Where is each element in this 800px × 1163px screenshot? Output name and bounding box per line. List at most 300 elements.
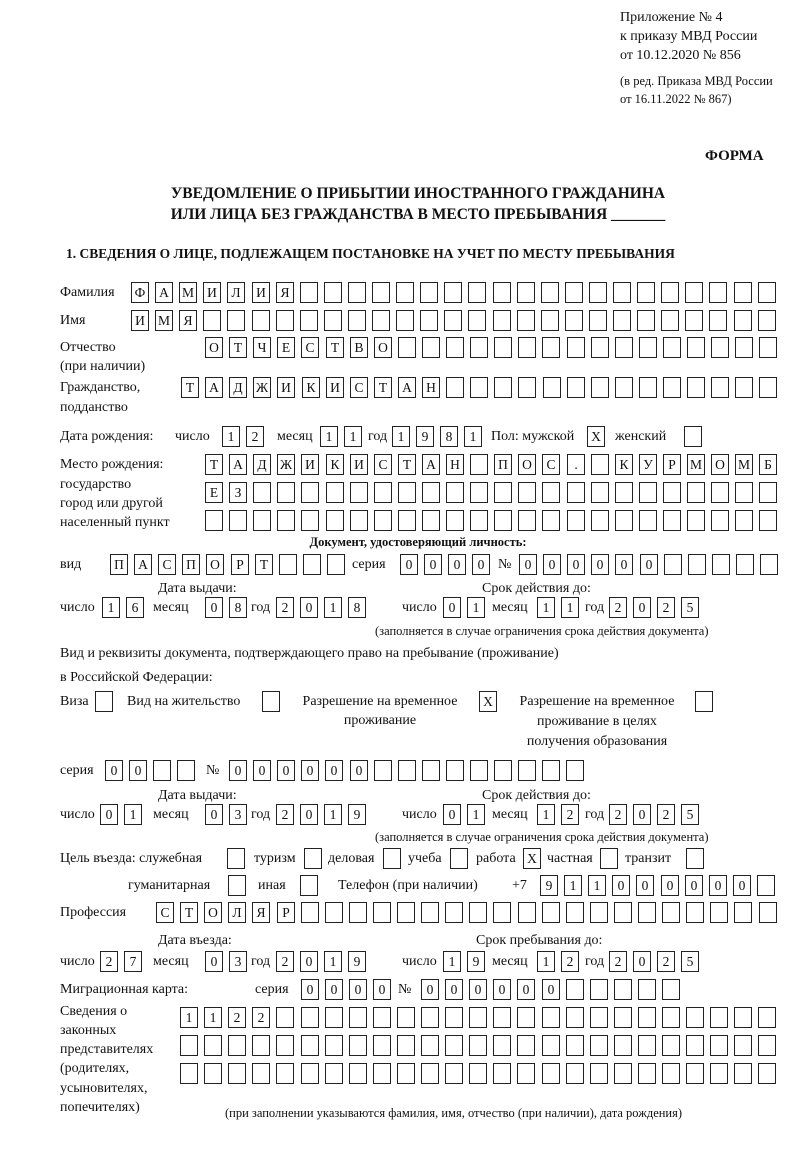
surname-field-cell[interactable]	[324, 282, 342, 303]
representatives-field-cell[interactable]	[421, 1035, 439, 1056]
entry-day-field-cell[interactable]: 7	[124, 951, 142, 972]
representatives-field-cell[interactable]	[180, 1063, 198, 1084]
patronymic-field-cell[interactable]: Т	[326, 337, 344, 358]
patronymic-field-cell[interactable]	[735, 337, 753, 358]
representatives-field-cell[interactable]	[276, 1063, 294, 1084]
issue-year-field-cell[interactable]: 2	[276, 597, 294, 618]
representatives-field-cell[interactable]: 1	[204, 1007, 222, 1028]
patronymic-field-cell[interactable]: С	[301, 337, 319, 358]
birthplace-field-cell[interactable]: З	[229, 482, 247, 503]
representatives-field-cell[interactable]	[566, 1007, 584, 1028]
name-field-cell[interactable]	[709, 310, 727, 331]
surname-field-cell[interactable]	[734, 282, 752, 303]
representatives-field-cell[interactable]	[325, 1035, 343, 1056]
phone-field-cell[interactable]: 1	[564, 875, 582, 896]
name-field-cell[interactable]	[300, 310, 318, 331]
phone-field-cell[interactable]: 0	[733, 875, 751, 896]
birthplace-field-cell[interactable]: Т	[398, 454, 416, 475]
name-field-cell[interactable]	[758, 310, 776, 331]
surname-field-cell[interactable]	[444, 282, 462, 303]
doc-number-field-cell[interactable]: 0	[543, 554, 561, 575]
citizenship-field-cell[interactable]	[543, 377, 561, 398]
citizenship-field-cell[interactable]: А	[205, 377, 223, 398]
issue-day-field-cell[interactable]: 1	[124, 804, 142, 825]
birthplace-field-cell[interactable]: Н	[446, 454, 464, 475]
profession-field-cell[interactable]	[445, 902, 463, 923]
birthplace-field-cell[interactable]: П	[494, 454, 512, 475]
profession-field-cell[interactable]	[638, 902, 656, 923]
surname-field-cell[interactable]: Л	[227, 282, 245, 303]
representatives-field-cell[interactable]	[445, 1007, 463, 1028]
representatives-field-cell[interactable]	[252, 1063, 270, 1084]
birthplace-field-cell[interactable]	[567, 482, 585, 503]
doc-number-field-cell[interactable]	[712, 554, 730, 575]
birthplace-field-cell[interactable]	[591, 454, 609, 475]
profession-field-cell[interactable]: Я	[252, 902, 270, 923]
phone-field-cell[interactable]: 9	[540, 875, 558, 896]
birthplace-field-cell[interactable]: Р	[663, 454, 681, 475]
patronymic-field-cell[interactable]	[759, 337, 777, 358]
surname-field-cell[interactable]	[348, 282, 366, 303]
birthplace-field-cell[interactable]: А	[229, 454, 247, 475]
surname-field-cell[interactable]	[709, 282, 727, 303]
representatives-field-cell[interactable]	[469, 1063, 487, 1084]
surname-field-cell[interactable]	[420, 282, 438, 303]
birthplace-field-cell[interactable]	[591, 482, 609, 503]
migration-number-field-cell[interactable]	[566, 979, 584, 1000]
surname-field-cell[interactable]	[468, 282, 486, 303]
profession-field-cell[interactable]	[373, 902, 391, 923]
birthplace-field-cell[interactable]: М	[687, 454, 705, 475]
surname-field-cell[interactable]: М	[179, 282, 197, 303]
doc-number-field-cell[interactable]: 0	[567, 554, 585, 575]
patronymic-field-cell[interactable]	[422, 337, 440, 358]
valid-year-field-cell[interactable]: 5	[681, 597, 699, 618]
stay-number-field-cell[interactable]	[398, 760, 416, 781]
name-field-cell[interactable]	[541, 310, 559, 331]
profession-field-cell[interactable]	[566, 902, 584, 923]
representatives-field-cell[interactable]	[638, 1035, 656, 1056]
doc-type-field-cell[interactable]: П	[110, 554, 128, 575]
representatives-field-cell[interactable]	[421, 1007, 439, 1028]
phone-field-cell[interactable]: 0	[709, 875, 727, 896]
migration-number-field-cell[interactable]: 0	[517, 979, 535, 1000]
doc-type-field-cell[interactable]: А	[134, 554, 152, 575]
stay-number-field-cell[interactable]: 0	[253, 760, 271, 781]
birth-day-field-cell[interactable]: 1	[222, 426, 240, 447]
name-field-cell[interactable]: М	[155, 310, 173, 331]
birthplace-field-cell[interactable]: У	[639, 454, 657, 475]
issue-month-field-cell[interactable]: 8	[229, 597, 247, 618]
patronymic-field-cell[interactable]	[567, 337, 585, 358]
issue-year-field-cell[interactable]: 2	[276, 804, 294, 825]
phone-field-cell[interactable]: 0	[685, 875, 703, 896]
name-field-cell[interactable]	[493, 310, 511, 331]
stay-number-field-cell[interactable]: 0	[229, 760, 247, 781]
patronymic-field-cell[interactable]	[518, 337, 536, 358]
name-field-cell[interactable]	[637, 310, 655, 331]
citizenship-field-cell[interactable]	[494, 377, 512, 398]
birth-year-field-cell[interactable]: 1	[392, 426, 410, 447]
representatives-field-cell[interactable]	[758, 1007, 776, 1028]
representatives-field-cell[interactable]	[542, 1035, 560, 1056]
name-field-cell[interactable]	[517, 310, 535, 331]
representatives-field-cell[interactable]	[493, 1035, 511, 1056]
representatives-field-cell[interactable]	[662, 1063, 680, 1084]
representatives-field-cell[interactable]: 2	[228, 1007, 246, 1028]
birthplace-field-cell[interactable]	[398, 510, 416, 531]
representatives-field-cell[interactable]	[758, 1063, 776, 1084]
birth-month-field-cell[interactable]: 1	[344, 426, 362, 447]
representatives-field-cell[interactable]	[373, 1007, 391, 1028]
birthplace-field-cell[interactable]: Ж	[277, 454, 295, 475]
profession-field-cell[interactable]	[759, 902, 777, 923]
doc-type-field-cell[interactable]: П	[182, 554, 200, 575]
surname-field-cell[interactable]	[613, 282, 631, 303]
patronymic-field-cell[interactable]	[615, 337, 633, 358]
representatives-field-cell[interactable]	[180, 1035, 198, 1056]
phone-field-cell[interactable]: 0	[661, 875, 679, 896]
representatives-field-cell[interactable]	[734, 1063, 752, 1084]
surname-field-cell[interactable]	[372, 282, 390, 303]
representatives-field-cell[interactable]	[301, 1007, 319, 1028]
issue-month-field-cell[interactable]: 0	[205, 804, 223, 825]
representatives-field-cell[interactable]	[566, 1063, 584, 1084]
doc-type-field-cell[interactable]: О	[206, 554, 224, 575]
stay-series-field-cell[interactable]	[177, 760, 195, 781]
birthplace-field-cell[interactable]	[470, 454, 488, 475]
birthplace-field-cell[interactable]	[422, 482, 440, 503]
representatives-field-cell[interactable]	[734, 1007, 752, 1028]
entry-month-field-cell[interactable]: 0	[205, 951, 223, 972]
stay-number-field-cell[interactable]	[518, 760, 536, 781]
issue-month-field-cell[interactable]: 3	[229, 804, 247, 825]
profession-field-cell[interactable]	[542, 902, 560, 923]
phone-field-cell[interactable]: 0	[612, 875, 630, 896]
birthplace-field-cell[interactable]	[542, 482, 560, 503]
migration-number-field-cell[interactable]	[662, 979, 680, 1000]
name-field-cell[interactable]	[252, 310, 270, 331]
patronymic-field-cell[interactable]	[542, 337, 560, 358]
representatives-field-cell[interactable]	[686, 1007, 704, 1028]
birthplace-field-cell[interactable]: .	[567, 454, 585, 475]
representatives-field-cell[interactable]	[204, 1063, 222, 1084]
surname-field-cell[interactable]	[541, 282, 559, 303]
birthplace-field-cell[interactable]: А	[422, 454, 440, 475]
doc-number-field-cell[interactable]: 0	[591, 554, 609, 575]
valid-year-field-cell[interactable]: 2	[657, 804, 675, 825]
birthplace-field-cell[interactable]	[663, 482, 681, 503]
valid-day-field-cell[interactable]: 1	[467, 597, 485, 618]
name-field-cell[interactable]	[444, 310, 462, 331]
birthplace-field-cell[interactable]: И	[350, 454, 368, 475]
entry-day-field-cell[interactable]: 2	[100, 951, 118, 972]
doc-number-field-cell[interactable]	[760, 554, 778, 575]
profession-field-cell[interactable]	[301, 902, 319, 923]
representatives-field-cell[interactable]: 2	[252, 1007, 270, 1028]
patronymic-field-cell[interactable]	[470, 337, 488, 358]
birthplace-field-cell[interactable]	[374, 482, 392, 503]
phone-field-cell[interactable]: 0	[636, 875, 654, 896]
female-checkbox[interactable]	[684, 426, 702, 447]
name-field-cell[interactable]	[227, 310, 245, 331]
name-field-cell[interactable]	[685, 310, 703, 331]
profession-field-cell[interactable]	[686, 902, 704, 923]
name-field-cell[interactable]	[348, 310, 366, 331]
birthplace-field-cell[interactable]	[350, 482, 368, 503]
name-field-cell[interactable]	[420, 310, 438, 331]
issue-year-field-cell[interactable]: 9	[348, 804, 366, 825]
representatives-field-cell[interactable]	[397, 1007, 415, 1028]
birthplace-field-cell[interactable]	[470, 510, 488, 531]
representatives-field-cell[interactable]	[373, 1035, 391, 1056]
representatives-field-cell[interactable]	[397, 1035, 415, 1056]
birthplace-field-cell[interactable]	[518, 510, 536, 531]
birthplace-field-cell[interactable]	[494, 482, 512, 503]
purpose-study-checkbox[interactable]	[450, 848, 468, 869]
birthplace-field-cell[interactable]	[687, 482, 705, 503]
citizenship-field-cell[interactable]: Ж	[253, 377, 271, 398]
birthplace-field-cell[interactable]	[301, 482, 319, 503]
doc-type-field-cell[interactable]: Р	[231, 554, 249, 575]
issue-year-field-cell[interactable]: 0	[300, 804, 318, 825]
representatives-field-cell[interactable]	[469, 1007, 487, 1028]
profession-field-cell[interactable]: О	[204, 902, 222, 923]
doc-type-field-cell[interactable]: С	[158, 554, 176, 575]
migration-series-field-cell[interactable]: 0	[373, 979, 391, 1000]
profession-field-cell[interactable]	[710, 902, 728, 923]
stay-day-field-cell[interactable]: 1	[443, 951, 461, 972]
surname-field-cell[interactable]	[493, 282, 511, 303]
citizenship-field-cell[interactable]: С	[350, 377, 368, 398]
birthplace-field-cell[interactable]: Т	[205, 454, 223, 475]
representatives-field-cell[interactable]	[276, 1007, 294, 1028]
doc-type-field-cell[interactable]: Т	[255, 554, 273, 575]
stay-number-field-cell[interactable]	[470, 760, 488, 781]
surname-field-cell[interactable]: И	[252, 282, 270, 303]
purpose-tourism-checkbox[interactable]	[304, 848, 322, 869]
migration-number-field-cell[interactable]: 0	[542, 979, 560, 1000]
birthplace-field-cell[interactable]	[759, 510, 777, 531]
doc-number-field-cell[interactable]: 0	[615, 554, 633, 575]
birthplace-field-cell[interactable]	[759, 482, 777, 503]
entry-year-field-cell[interactable]: 0	[300, 951, 318, 972]
doc-number-field-cell[interactable]: 0	[519, 554, 537, 575]
citizenship-field-cell[interactable]	[687, 377, 705, 398]
issue-year-field-cell[interactable]: 8	[348, 597, 366, 618]
representatives-field-cell[interactable]	[542, 1007, 560, 1028]
birthplace-field-cell[interactable]: Д	[253, 454, 271, 475]
doc-type-field-cell[interactable]	[279, 554, 297, 575]
birthplace-field-cell[interactable]	[422, 510, 440, 531]
purpose-transit-checkbox[interactable]	[686, 848, 704, 869]
surname-field-cell[interactable]: А	[155, 282, 173, 303]
birthplace-field-cell[interactable]	[711, 482, 729, 503]
stay-series-field-cell[interactable]: 0	[105, 760, 123, 781]
stay-year-field-cell[interactable]: 5	[681, 951, 699, 972]
representatives-field-cell[interactable]	[228, 1063, 246, 1084]
migration-series-field-cell[interactable]: 0	[301, 979, 319, 1000]
stay-number-field-cell[interactable]: 0	[277, 760, 295, 781]
residence-permit-checkbox[interactable]	[262, 691, 280, 712]
purpose-humanitarian-checkbox[interactable]	[228, 875, 246, 896]
birthplace-field-cell[interactable]	[735, 510, 753, 531]
representatives-field-cell[interactable]	[734, 1035, 752, 1056]
birthplace-field-cell[interactable]	[277, 510, 295, 531]
representatives-field-cell[interactable]	[686, 1035, 704, 1056]
representatives-field-cell[interactable]	[662, 1007, 680, 1028]
migration-series-field-cell[interactable]: 0	[325, 979, 343, 1000]
representatives-field-cell[interactable]	[566, 1035, 584, 1056]
representatives-field-cell[interactable]	[638, 1063, 656, 1084]
profession-field-cell[interactable]: С	[156, 902, 174, 923]
representatives-field-cell[interactable]	[445, 1035, 463, 1056]
stay-number-field-cell[interactable]	[422, 760, 440, 781]
migration-series-field-cell[interactable]: 0	[349, 979, 367, 1000]
doc-series-field-cell[interactable]: 0	[448, 554, 466, 575]
profession-field-cell[interactable]	[325, 902, 343, 923]
stay-year-field-cell[interactable]: 2	[609, 951, 627, 972]
stay-number-field-cell[interactable]: 0	[301, 760, 319, 781]
patronymic-field-cell[interactable]	[446, 337, 464, 358]
birthplace-field-cell[interactable]	[446, 510, 464, 531]
representatives-field-cell[interactable]	[542, 1063, 560, 1084]
birthplace-field-cell[interactable]: О	[711, 454, 729, 475]
stay-year-field-cell[interactable]: 0	[633, 951, 651, 972]
birthplace-field-cell[interactable]	[301, 510, 319, 531]
birthplace-field-cell[interactable]: О	[518, 454, 536, 475]
purpose-other-checkbox[interactable]	[300, 875, 318, 896]
doc-number-field-cell[interactable]	[688, 554, 706, 575]
name-field-cell[interactable]	[372, 310, 390, 331]
profession-field-cell[interactable]	[518, 902, 536, 923]
birthplace-field-cell[interactable]	[518, 482, 536, 503]
patronymic-field-cell[interactable]	[591, 337, 609, 358]
representatives-field-cell[interactable]	[252, 1035, 270, 1056]
representatives-field-cell[interactable]	[349, 1035, 367, 1056]
birthplace-field-cell[interactable]	[687, 510, 705, 531]
profession-field-cell[interactable]	[469, 902, 487, 923]
representatives-field-cell[interactable]	[710, 1035, 728, 1056]
representatives-field-cell[interactable]	[662, 1035, 680, 1056]
representatives-field-cell[interactable]	[373, 1063, 391, 1084]
valid-month-field-cell[interactable]: 1	[561, 597, 579, 618]
representatives-field-cell[interactable]	[517, 1063, 535, 1084]
issue-year-field-cell[interactable]: 0	[300, 597, 318, 618]
migration-number-field-cell[interactable]	[590, 979, 608, 1000]
issue-day-field-cell[interactable]: 1	[102, 597, 120, 618]
surname-field-cell[interactable]: Ф	[131, 282, 149, 303]
profession-field-cell[interactable]	[614, 902, 632, 923]
birthplace-field-cell[interactable]	[567, 510, 585, 531]
doc-type-field-cell[interactable]	[303, 554, 321, 575]
birthplace-field-cell[interactable]	[229, 510, 247, 531]
doc-series-field-cell[interactable]: 0	[424, 554, 442, 575]
name-field-cell[interactable]	[468, 310, 486, 331]
representatives-field-cell[interactable]	[590, 1063, 608, 1084]
birthplace-field-cell[interactable]	[374, 510, 392, 531]
name-field-cell[interactable]	[276, 310, 294, 331]
birthplace-field-cell[interactable]	[205, 510, 223, 531]
migration-number-field-cell[interactable]: 0	[421, 979, 439, 1000]
stay-month-field-cell[interactable]: 1	[537, 951, 555, 972]
name-field-cell[interactable]	[324, 310, 342, 331]
entry-month-field-cell[interactable]: 3	[229, 951, 247, 972]
valid-year-field-cell[interactable]: 0	[633, 804, 651, 825]
stay-number-field-cell[interactable]	[374, 760, 392, 781]
citizenship-field-cell[interactable]	[518, 377, 536, 398]
patronymic-field-cell[interactable]	[711, 337, 729, 358]
patronymic-field-cell[interactable]: Т	[229, 337, 247, 358]
patronymic-field-cell[interactable]	[687, 337, 705, 358]
issue-year-field-cell[interactable]: 1	[324, 804, 342, 825]
patronymic-field-cell[interactable]	[398, 337, 416, 358]
representatives-field-cell[interactable]	[204, 1035, 222, 1056]
birthplace-field-cell[interactable]: Е	[205, 482, 223, 503]
valid-month-field-cell[interactable]: 1	[537, 597, 555, 618]
birthplace-field-cell[interactable]	[663, 510, 681, 531]
valid-year-field-cell[interactable]: 2	[657, 597, 675, 618]
stay-month-field-cell[interactable]: 2	[561, 951, 579, 972]
representatives-field-cell[interactable]	[445, 1063, 463, 1084]
valid-year-field-cell[interactable]: 2	[609, 597, 627, 618]
birthplace-field-cell[interactable]	[253, 482, 271, 503]
patronymic-field-cell[interactable]: Ч	[253, 337, 271, 358]
doc-type-field-cell[interactable]	[327, 554, 345, 575]
profession-field-cell[interactable]: Р	[277, 902, 295, 923]
phone-field-cell[interactable]	[757, 875, 775, 896]
representatives-field-cell[interactable]	[493, 1063, 511, 1084]
valid-month-field-cell[interactable]: 2	[561, 804, 579, 825]
patronymic-field-cell[interactable]: В	[350, 337, 368, 358]
purpose-business-checkbox[interactable]	[383, 848, 401, 869]
citizenship-field-cell[interactable]: Т	[374, 377, 392, 398]
name-field-cell[interactable]	[613, 310, 631, 331]
profession-field-cell[interactable]	[493, 902, 511, 923]
valid-year-field-cell[interactable]: 0	[633, 597, 651, 618]
valid-year-field-cell[interactable]: 5	[681, 804, 699, 825]
profession-field-cell[interactable]	[421, 902, 439, 923]
surname-field-cell[interactable]	[685, 282, 703, 303]
citizenship-field-cell[interactable]: А	[398, 377, 416, 398]
citizenship-field-cell[interactable]	[639, 377, 657, 398]
entry-year-field-cell[interactable]: 1	[324, 951, 342, 972]
birthplace-field-cell[interactable]	[615, 482, 633, 503]
name-field-cell[interactable]	[589, 310, 607, 331]
citizenship-field-cell[interactable]	[567, 377, 585, 398]
birthplace-field-cell[interactable]	[326, 482, 344, 503]
valid-year-field-cell[interactable]: 2	[609, 804, 627, 825]
representatives-field-cell[interactable]	[493, 1007, 511, 1028]
birthplace-field-cell[interactable]	[277, 482, 295, 503]
birthplace-field-cell[interactable]	[639, 482, 657, 503]
citizenship-field-cell[interactable]: Д	[229, 377, 247, 398]
profession-field-cell[interactable]	[734, 902, 752, 923]
citizenship-field-cell[interactable]	[615, 377, 633, 398]
edu-residence-checkbox[interactable]	[695, 691, 713, 712]
birthplace-field-cell[interactable]: М	[735, 454, 753, 475]
name-field-cell[interactable]	[734, 310, 752, 331]
citizenship-field-cell[interactable]	[446, 377, 464, 398]
citizenship-field-cell[interactable]	[735, 377, 753, 398]
representatives-field-cell[interactable]	[686, 1063, 704, 1084]
name-field-cell[interactable]: И	[131, 310, 149, 331]
stay-number-field-cell[interactable]	[542, 760, 560, 781]
profession-field-cell[interactable]: Л	[228, 902, 246, 923]
stay-number-field-cell[interactable]: 0	[325, 760, 343, 781]
birth-year-field-cell[interactable]: 9	[416, 426, 434, 447]
birthplace-field-cell[interactable]	[542, 510, 560, 531]
